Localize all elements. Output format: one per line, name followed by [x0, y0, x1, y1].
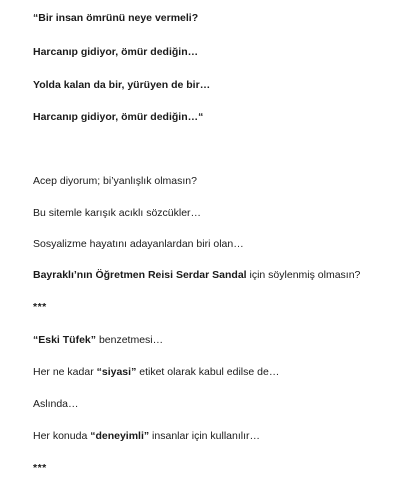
- poem-line-1: “Bir insan ömrünü neye vermeli?: [33, 12, 199, 24]
- paragraph-6-pre: Her ne kadar: [33, 366, 97, 378]
- teacher-name: Bayraklı’nın Öğretmen Reisi Serdar Sandal: [33, 269, 247, 281]
- paragraph-8: [33, 429, 260, 443]
- poem-line-3: Yolda kalan da bir, yürüyen de bir…: [33, 79, 211, 91]
- paragraph-6: [33, 365, 279, 379]
- paragraph-2: Bu sitemle karışık acıklı sözcükler…: [33, 207, 202, 219]
- paragraph-5: [33, 333, 163, 347]
- paragraph-4-rest: için söylenmiş olmasın?: [246, 269, 361, 281]
- paragraph-4: [33, 268, 360, 282]
- paragraph-3: Sosyalizme hayatını adayanlardan biri olan…: [33, 238, 244, 250]
- paragraph-6-post: etiket olarak kabul edilse de…: [136, 366, 280, 378]
- paragraph-8-post: insanlar için kullanılır…: [149, 430, 261, 442]
- quoted-word: “siyasi”: [96, 366, 137, 378]
- paragraph-1: Acep diyorum; bi’yanlışlık olmasın?: [33, 175, 197, 187]
- section-separator: ***: [33, 301, 47, 313]
- poem-line-4: Harcanıp gidiyor, ömür dediğin…“: [33, 111, 204, 123]
- section-separator: ***: [33, 462, 47, 474]
- paragraph-8-pre: Her konuda: [33, 430, 91, 442]
- paragraph-7: Aslında…: [33, 398, 79, 410]
- quoted-word: “deneyimli”: [90, 430, 150, 442]
- paragraph-5-rest: benzetmesi…: [96, 334, 164, 346]
- quoted-phrase: “Eski Tüfek”: [33, 334, 97, 346]
- poem-line-2: Harcanıp gidiyor, ömür dediğin…: [33, 46, 199, 58]
